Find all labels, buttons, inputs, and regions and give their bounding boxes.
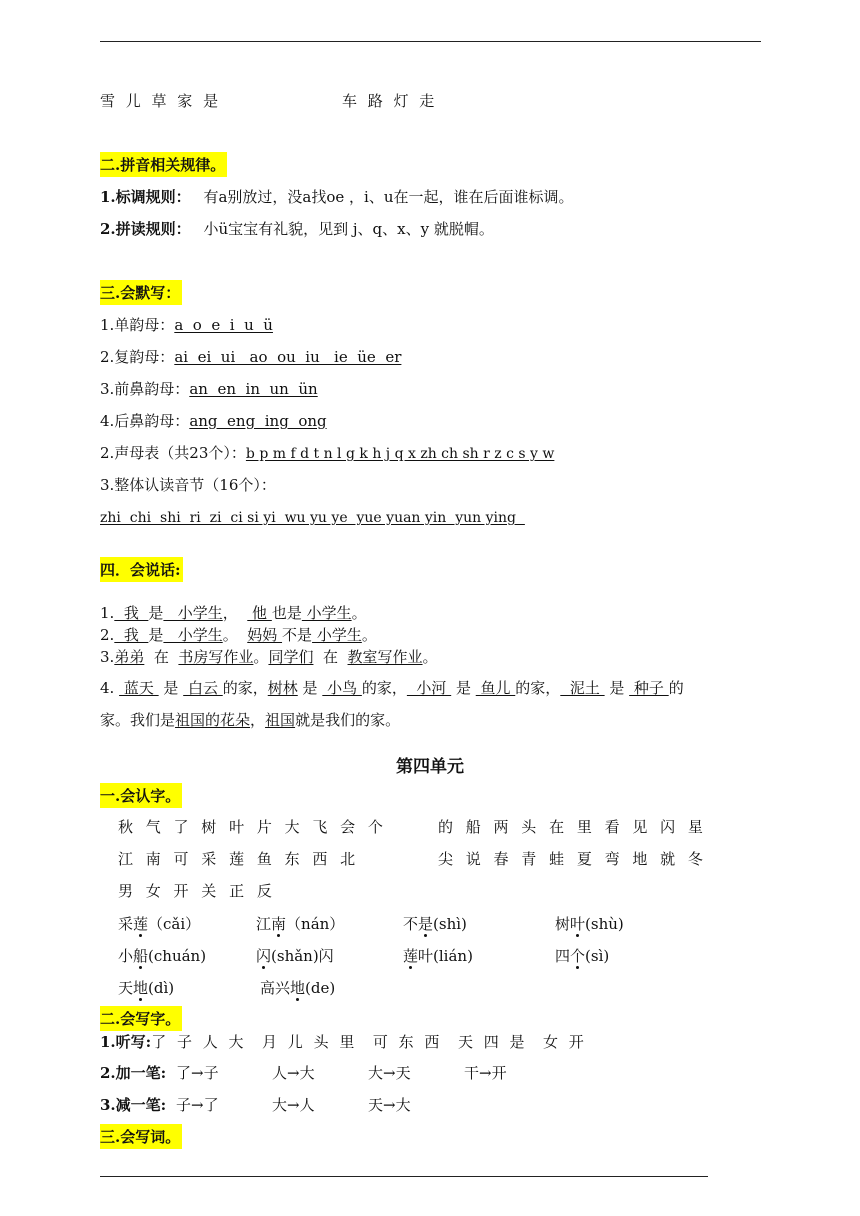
- dictation-line-7: zhi chi shi ri zi ci si yi wu yu ye yue yuan yin yun ying: [100, 510, 525, 526]
- section-4-heading: 四．会说话:: [100, 560, 183, 580]
- poly-item: 高兴地(de): [260, 979, 336, 997]
- tone-rule-text: 有a别放过，没a找oe ，i、u在一起，谁在后面谁标调。: [203, 188, 574, 206]
- dictation-line-4: 4.后鼻韵母：ang eng ing ong: [100, 412, 327, 430]
- poly-item: 四个(sì): [555, 947, 610, 965]
- dictation-line-6: 3.整体认读音节（16个）：: [100, 476, 276, 494]
- sentence-4-cont: 家。我们是祖国的花朵，祖国就是我们的家。: [100, 711, 401, 729]
- char-row-right: 车 路 灯 走: [342, 92, 438, 110]
- section-3-heading: 三.会默写：: [100, 283, 182, 303]
- poly-item: 不是(shì): [403, 915, 467, 933]
- sentence-3: 3.弟弟 在 书房写作业。同学们 在 教室写作业。: [100, 648, 438, 666]
- poly-item: 树叶(shù): [555, 915, 624, 933]
- chars-row-1-left: 秋 气 了 树 叶 片 大 飞 会 个: [118, 818, 387, 836]
- char-row-left: 雪 儿 草 家 是: [100, 92, 222, 110]
- bottom-rule: [100, 1176, 708, 1177]
- chars-row-3-left: 男 女 开 关 正 反: [118, 882, 276, 900]
- sentence-1: 1. 我 是 小学生， 他 也是 小学生。: [100, 604, 367, 622]
- unit4-heading-2: 二.会写字。: [100, 1009, 182, 1029]
- top-rule: [100, 41, 761, 42]
- dictation-line-5: 2.声母表（共23个）：b p m f d t n l g k h j q x zh ch sh r z c s y w: [100, 444, 555, 462]
- unit4-heading-1: 一.会认字。: [100, 786, 182, 806]
- dictation-line-3: 3.前鼻韵母：an en in un ün: [100, 380, 318, 398]
- tone-rule-label: 1.标调规则：: [100, 188, 191, 206]
- reading-rule-text: 小ü宝宝有礼貌，见到 j、q、x、y 就脱帽。: [203, 220, 494, 238]
- poly-item: 天地(dì): [118, 979, 175, 997]
- chars-row-1-right: 的 船 两 头 在 里 看 见 闪 星: [438, 818, 707, 836]
- reading-rule: [100, 219, 494, 239]
- dictation-line-2: 2.复韵母：ai ei ui ao ou iu ie üe er: [100, 348, 402, 366]
- chars-row-2-right: 尖 说 春 青 蛙 夏 弯 地 就 冬: [438, 850, 707, 868]
- write-line-2: 2.加一笔: 了→子 人→大 大→天 干→开: [100, 1064, 507, 1082]
- poly-item: 采莲（cǎi）: [118, 915, 201, 933]
- chars-row-2-left: 江 南 可 采 莲 鱼 东 西 北: [118, 850, 360, 868]
- sentence-4: 4. 蓝天 是 白云 的家，树林 是 小鸟 的家， 小河 是 鱼儿 的家， 泥土 是 种子 的: [100, 679, 684, 697]
- unit4-heading-3: 三.会写词。: [100, 1127, 182, 1147]
- unit-title: 第四单元: [396, 757, 464, 777]
- reading-rule-label: 2.拼读规则：: [100, 220, 191, 238]
- sentence-2: 2. 我 是 小学生。 妈妈 不是 小学生。: [100, 626, 377, 644]
- dictation-line-1: 1.单韵母：a o e i u ü: [100, 316, 273, 334]
- poly-item: 莲叶(lián): [403, 947, 473, 965]
- write-line-1: 1.听写:了 子 人 大 月 儿 头 里 可 东 西 天 四 是 女 开: [100, 1033, 587, 1051]
- poly-item: 小船(chuán): [118, 947, 207, 965]
- section-2-heading: 二.拼音相关规律。: [100, 155, 227, 175]
- tone-rule: [100, 187, 573, 207]
- poly-item: 闪(shǎn)闪: [256, 947, 334, 965]
- write-line-3: 3.减一笔: 子→了 大→人 天→大: [100, 1096, 411, 1114]
- poly-item: 江南（nán）: [256, 915, 345, 933]
